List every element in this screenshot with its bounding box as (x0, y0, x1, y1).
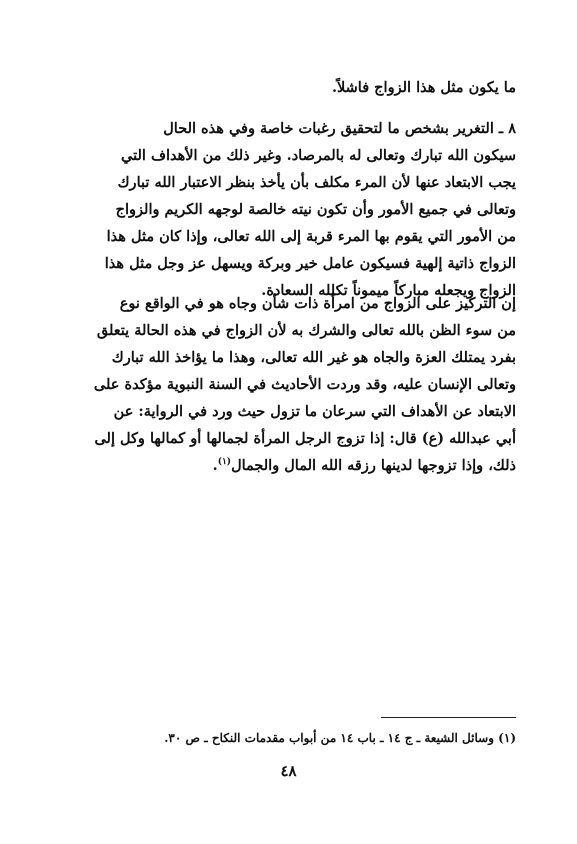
paragraph-continuation (61, 74, 516, 101)
paragraph-point-8 (61, 115, 516, 304)
end-punctuation: . (212, 457, 218, 474)
text-line: وتعالى الإنسان عليه، وقد وردت الأحاديث في السنة النبوية مؤكدة على (93, 376, 516, 393)
text-line: يجب الابتعاد عنها لأن المرء مكلف بأن يأخذ بنظر الاعتبار الله تبارك (117, 174, 516, 191)
text-line: من الأمور التي يقوم بها المرء قربة إلى الله تعالى، وإذا كان مثل هذا (106, 228, 516, 245)
paragraph-focus-on-status (61, 290, 516, 479)
footnote-reference: (١) (217, 457, 232, 468)
text-line: ٨ ـ التغرير بشخص ما لتحقيق رغبات خاصة وفي هذه الحال (163, 120, 516, 137)
text-line: الزواج ذاتية إلهية فسيكون عامل خير وبركة ويسهل عز وجل مثل هذا (104, 255, 516, 272)
text-line: إن التركيز على الزواج من امرأة ذات شأن وجاه هو في الواقع نوع (119, 295, 516, 312)
text-line-with-footnote (61, 452, 516, 479)
page-number: ٤٨ (280, 762, 297, 780)
text-line: بفرد يمتلك العزة والجاه هو غير الله تعالى، وهذا ما يؤاخذ الله تبارك (111, 349, 516, 366)
text-line-content: ذلك، وإذا تزوجها لدينها رزقه الله المال والجمال (231, 457, 516, 474)
text-line: الزواج ويجعله مباركاً ميموناً تكلله السعادة. (261, 282, 516, 299)
text-line: وتعالى في جميع الأمور وأن تكون نيته خالصة لوجهه الكريم والزواج (115, 201, 516, 218)
text-line: من سوء الظن بالله تعالى والشرك به لأن الزواج في هذه الحالة يتعلق (96, 322, 516, 339)
text-line: الابتعاد عن الأهداف التي سرعان ما تزول حيث ورد في الرواية: عن (113, 403, 516, 420)
text-line: سيكون الله تبارك وتعالى له بالمرصاد. وغير ذلك من الأهداف التي (121, 147, 516, 164)
text-line: أبي عبدالله (ع) قال: إذا تزوج الرجل المرأة لجمالها أو كمالها وكل إلى (94, 430, 516, 447)
footnote: (١) وسائل الشيعة ـ ج ١٤ ـ باب ١٤ من أبواب مقدمات النكاح ـ ص ٣٠. (164, 731, 516, 745)
footnote-separator (381, 717, 516, 718)
text-line: ما يكون مثل هذا الزواج فاشلاً. (331, 79, 516, 96)
